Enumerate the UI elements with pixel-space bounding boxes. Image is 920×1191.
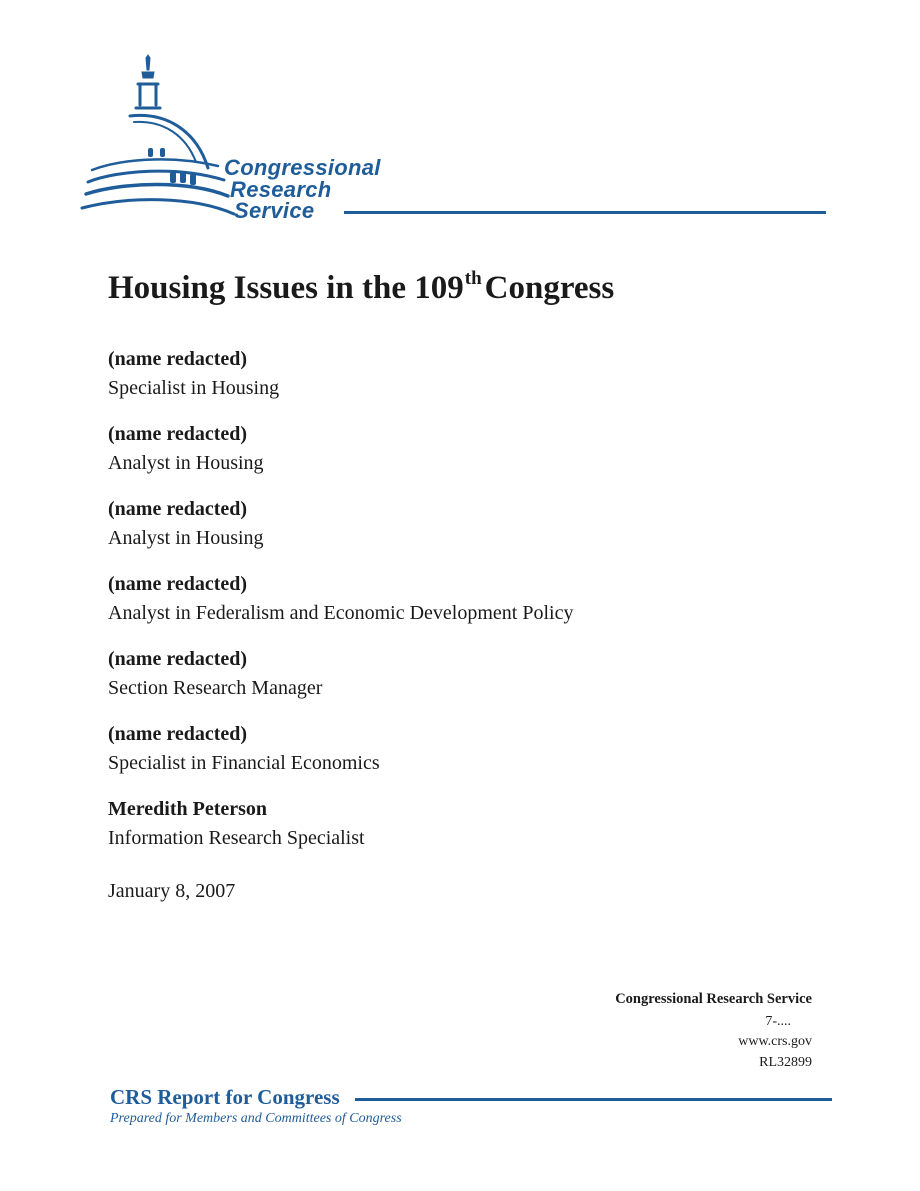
prepared-for-line: Prepared for Members and Committees of Congress	[110, 1111, 402, 1126]
capitol-dome-icon	[78, 50, 238, 230]
author-block	[108, 645, 322, 703]
author-block	[108, 495, 264, 553]
footer-rule	[355, 1098, 832, 1101]
author-block	[108, 420, 264, 478]
author-name: (name redacted)	[108, 348, 248, 370]
author-block	[108, 345, 279, 403]
author-role: Section Research Manager	[108, 677, 323, 699]
crs-org-name: Congressional Research Service	[615, 991, 812, 1007]
author-role: Information Research Specialist	[108, 827, 365, 849]
logo-line-research: Research	[230, 177, 332, 202]
crs-url[interactable]: www.crs.gov	[738, 1034, 812, 1049]
author-role: Analyst in Housing	[108, 527, 264, 549]
author-name: (name redacted)	[108, 498, 248, 520]
author-role: Analyst in Federalism and Economic Development Policy	[108, 602, 574, 624]
crs-info-block	[615, 989, 812, 1073]
title-end: Congress	[484, 270, 615, 306]
crs-logo	[78, 50, 838, 230]
title-main: Housing Issues in the 109	[108, 270, 464, 306]
author-block	[108, 795, 365, 853]
author-name: (name redacted)	[108, 573, 248, 595]
author-block	[108, 720, 380, 778]
report-number: RL32899	[759, 1054, 812, 1070]
author-block	[108, 570, 573, 628]
title-superscript: th	[464, 268, 482, 289]
logo-rule	[344, 211, 826, 214]
author-role: Specialist in Housing	[108, 377, 280, 399]
logo-line-congressional: Congressional	[224, 155, 381, 180]
report-date: January 8, 2007	[108, 880, 236, 902]
report-series-title: CRS Report for Congress	[110, 1085, 340, 1109]
logo-line-service: Service	[234, 198, 315, 223]
author-name: (name redacted)	[108, 723, 248, 745]
crs-code: 7-....	[765, 1013, 791, 1029]
author-name: (name redacted)	[108, 423, 248, 445]
author-role: Analyst in Housing	[108, 452, 264, 474]
page-title	[108, 268, 614, 307]
author-role: Specialist in Financial Economics	[108, 752, 380, 774]
author-name: Meredith Peterson	[108, 798, 268, 820]
author-name: (name redacted)	[108, 648, 248, 670]
